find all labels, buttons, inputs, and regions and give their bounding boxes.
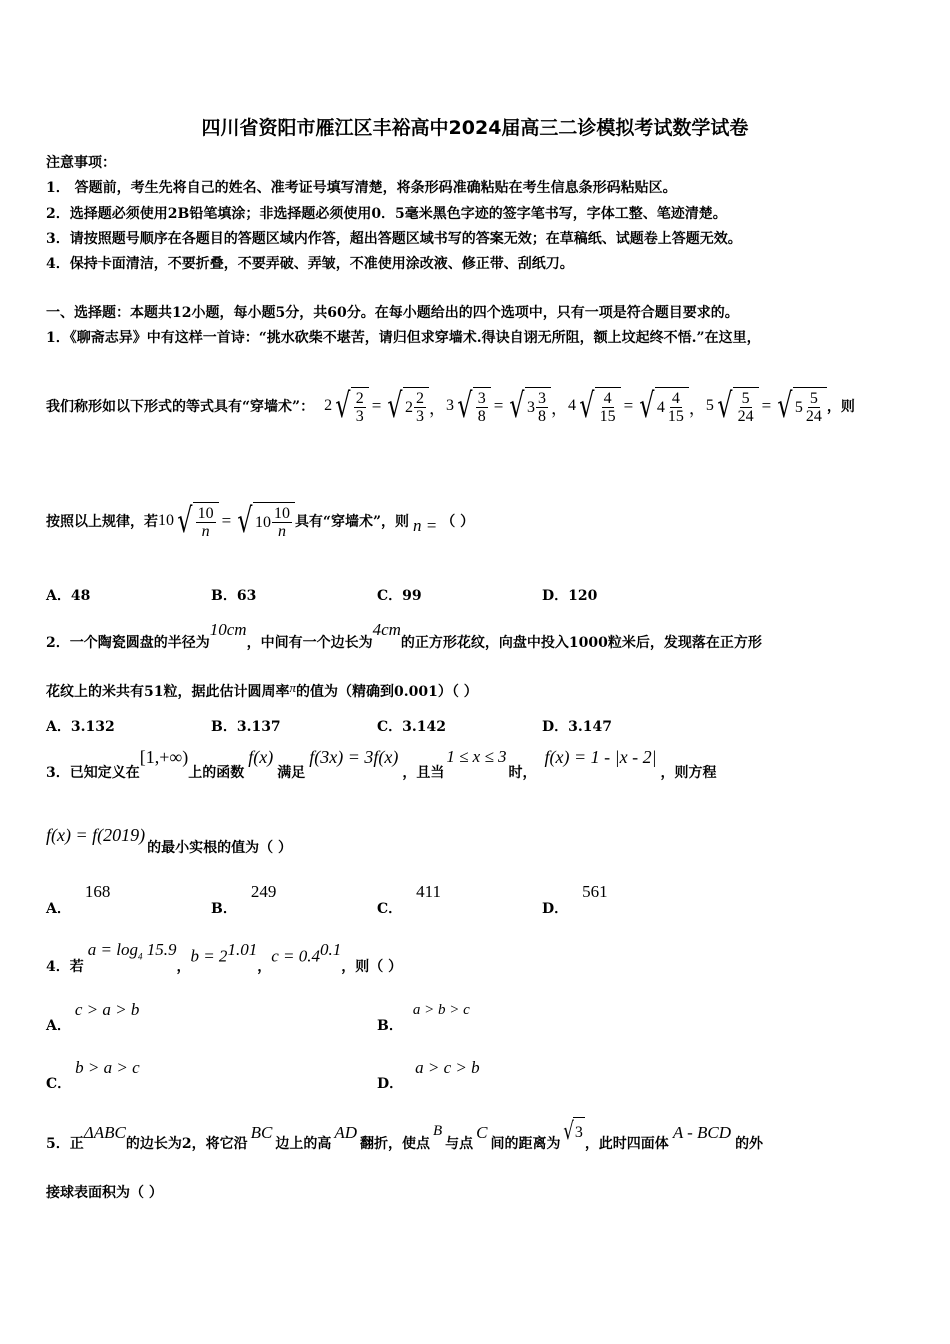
q4-b: $b = 2^{1.01}$ [190,940,258,966]
q1-n-equals: n = [413,516,438,535]
q1-option-b[interactable]: B．63 [211,588,257,604]
q5-bc: BC [250,1123,273,1142]
q5-text: 与点 [445,1136,474,1152]
q3-range: 1 ≤ x ≤ 3 [446,747,507,766]
q3-option-c[interactable] [377,882,441,918]
q5-ad: AD [334,1123,357,1142]
option-value: 561 [582,882,608,901]
option-value: a > c > b [415,1058,480,1077]
q3-relation: f(3x) = 3f(x) [309,747,399,767]
q2-text: 的值为（精确到0.001）（ ） [296,684,478,700]
q3-definition: f(x) = 1 - |x - 2| [544,747,657,767]
notice-item: 1． 答题前，考生先将自己的姓名、准考证号填写清楚，将条形码准确粘贴在考生信息条形码粘贴区。 [46,180,677,196]
q5-stem-line2: 接球表面积为（ ） [46,1185,163,1201]
q4-text: 4．若 [46,959,84,975]
q2-text: 花纹上的米共有51粒，据此估计圆周率 [46,684,290,700]
q4-option-d[interactable] [377,1058,480,1093]
q2-text: 2．一个陶瓷圆盘的半径为 [46,635,210,651]
q3-text: 3．已知定义在 [46,765,140,781]
q5-stem-line1 [46,1117,764,1153]
option-label: C． [46,1076,72,1092]
q3-stem-line1 [46,747,717,782]
q5-point-c: C [476,1123,488,1142]
q1-examples: 2 √ $\frac{2}{3}$ = √ 2 $\frac{2}{3}$ ， 3 √ $\frac{3}{8}$ = √ 3 $\frac{3}{8}$ ， 4 √ $\frac{4}{15}$ = √ 4 $\frac{4}{15}$ ， 5 √ $\frac{5}{24}$ = √ 5 $\frac{5}{24}$ [324,387,827,425]
q1-line3-prefix: 按照以上规律，若 [46,514,158,530]
q5-text: 的外 [735,1136,764,1152]
option-label: A． [46,901,71,917]
q5-text: 5．正 [46,1136,84,1152]
q1-line3-suffix: （ ） [441,514,475,530]
q4-c: $c = 0.4^{0.1}$ [271,940,342,966]
q2-pi: π [289,680,296,695]
q3-option-d[interactable] [542,882,608,918]
q3-text: 满足 [277,765,306,781]
q4-option-b[interactable] [377,1002,470,1035]
q4-a: $a = \log_4 15.9$ [87,940,177,962]
option-value: c > a > b [74,1000,140,1019]
q3-text: 的最小实根的值为（ ） [147,840,292,856]
q2-option-b[interactable]: B．3.137 [211,719,281,735]
notice-item: 4．保持卡面清洁，不要折叠，不要弄破、弄皱，不准使用涂改液、修正带、刮纸刀。 [46,256,574,272]
q3-fx: f(x) [248,747,274,767]
section-heading: 一、选择题：本题共12小题，每小题5分，共60分。在每小题给出的四个选项中，只有一项是符合题目要求的。 [46,305,739,321]
q1-line3-mid: 具有“穿墙术”，则 [294,514,410,530]
q3-stem-line2 [46,825,292,857]
notice-heading: 注意事项： [46,155,116,171]
notice-item: 2．选择题必须使用2B铅笔填涂；非选择题必须使用0．5毫米黑色字迹的签字笔书写，字体工整、笔迹清楚。 [46,206,727,222]
option-label: D． [542,901,569,917]
q4-option-c[interactable] [46,1058,140,1093]
option-value: b > a > c [75,1058,140,1077]
q1-stem-line2 [46,387,855,425]
q2-stem-line1 [46,620,762,652]
option-label: C． [377,901,403,917]
q3-text: ，且当 [402,765,445,781]
q1-line2-prefix: 我们称形如以下形式的等式具有“穿墙术”： [46,399,315,415]
q4-option-a[interactable] [46,1000,139,1035]
q4-text: ， [176,959,191,975]
q2-option-d[interactable]: D．3.147 [542,719,612,735]
notice-item: 3．请按照题号顺序在各题目的答题区域内作答，超出答题区域书写的答案无效；在草稿纸、试题卷上答题无效。 [46,231,742,247]
option-value: a > b > c [412,1002,470,1018]
q3-equation: f(x) = f(2019) [46,825,146,845]
q3-option-b[interactable] [211,882,276,918]
q1-condition: 10 √ $\frac{10}{n}$ = √ 10 $\frac{10}{n}$ [158,502,295,540]
q3-text: ，则方程 [660,765,717,781]
q1-stem-line3 [46,502,474,540]
q1-option-a[interactable]: A．48 [46,588,91,604]
q1-line2-suffix: ，则 [826,399,855,415]
q5-text: 间的距离为 [490,1136,561,1152]
q3-text: 时， [508,765,537,781]
q3-text: 上的函数 [188,765,245,781]
q2-radius: 10cm [209,620,247,639]
page-title: 四川省资阳市雁江区丰裕高中2024届高三二诊模拟考试数学试卷 [201,117,749,139]
q5-text: 边上的高 [275,1136,332,1152]
q2-option-c[interactable]: C．3.142 [377,719,446,735]
q1-option-c[interactable]: C．99 [377,588,422,604]
option-value: 249 [250,882,277,901]
q4-text: ，则（ ） [341,959,403,975]
option-label: D． [377,1076,404,1092]
q2-text: 的正方形花纹，向盘中投入1000粒米后，发现落在正方形 [400,635,762,651]
option-label: B． [377,1018,403,1034]
option-value: 411 [416,882,442,901]
q5-tetrahedron: A - BCD [672,1123,732,1142]
q2-stem-line2 [46,681,478,701]
q5-text: 翻折，使点 [360,1136,430,1152]
q5-text: ，此时四面体 [584,1136,669,1152]
q3-domain: [1,+∞) [139,747,189,767]
option-label: B． [211,901,237,917]
q2-text: ，中间有一个边长为 [246,635,373,651]
option-label: A． [46,1018,71,1034]
q3-option-a[interactable] [46,882,110,918]
q2-option-a[interactable]: A．3.132 [46,719,115,735]
option-value: 168 [84,882,111,901]
q2-side: 4cm [372,620,401,639]
q5-text: 的边长为2，将它沿 [125,1136,248,1152]
q4-stem [46,940,402,976]
q4-text: ， [257,959,272,975]
q1-stem-line1: 1．《聊斋志异》中有这样一首诗：“挑水砍柴不堪苦，请归但求穿墙术.得诀自诩无所阻，额上坟起终不悟.”在这里， [46,330,761,346]
q1-option-d[interactable]: D．120 [542,588,598,604]
q5-sqrt3: √ 3 [562,1117,583,1145]
q5-triangle: ΔABC [83,1123,126,1142]
q5-point-b: B [433,1123,443,1139]
